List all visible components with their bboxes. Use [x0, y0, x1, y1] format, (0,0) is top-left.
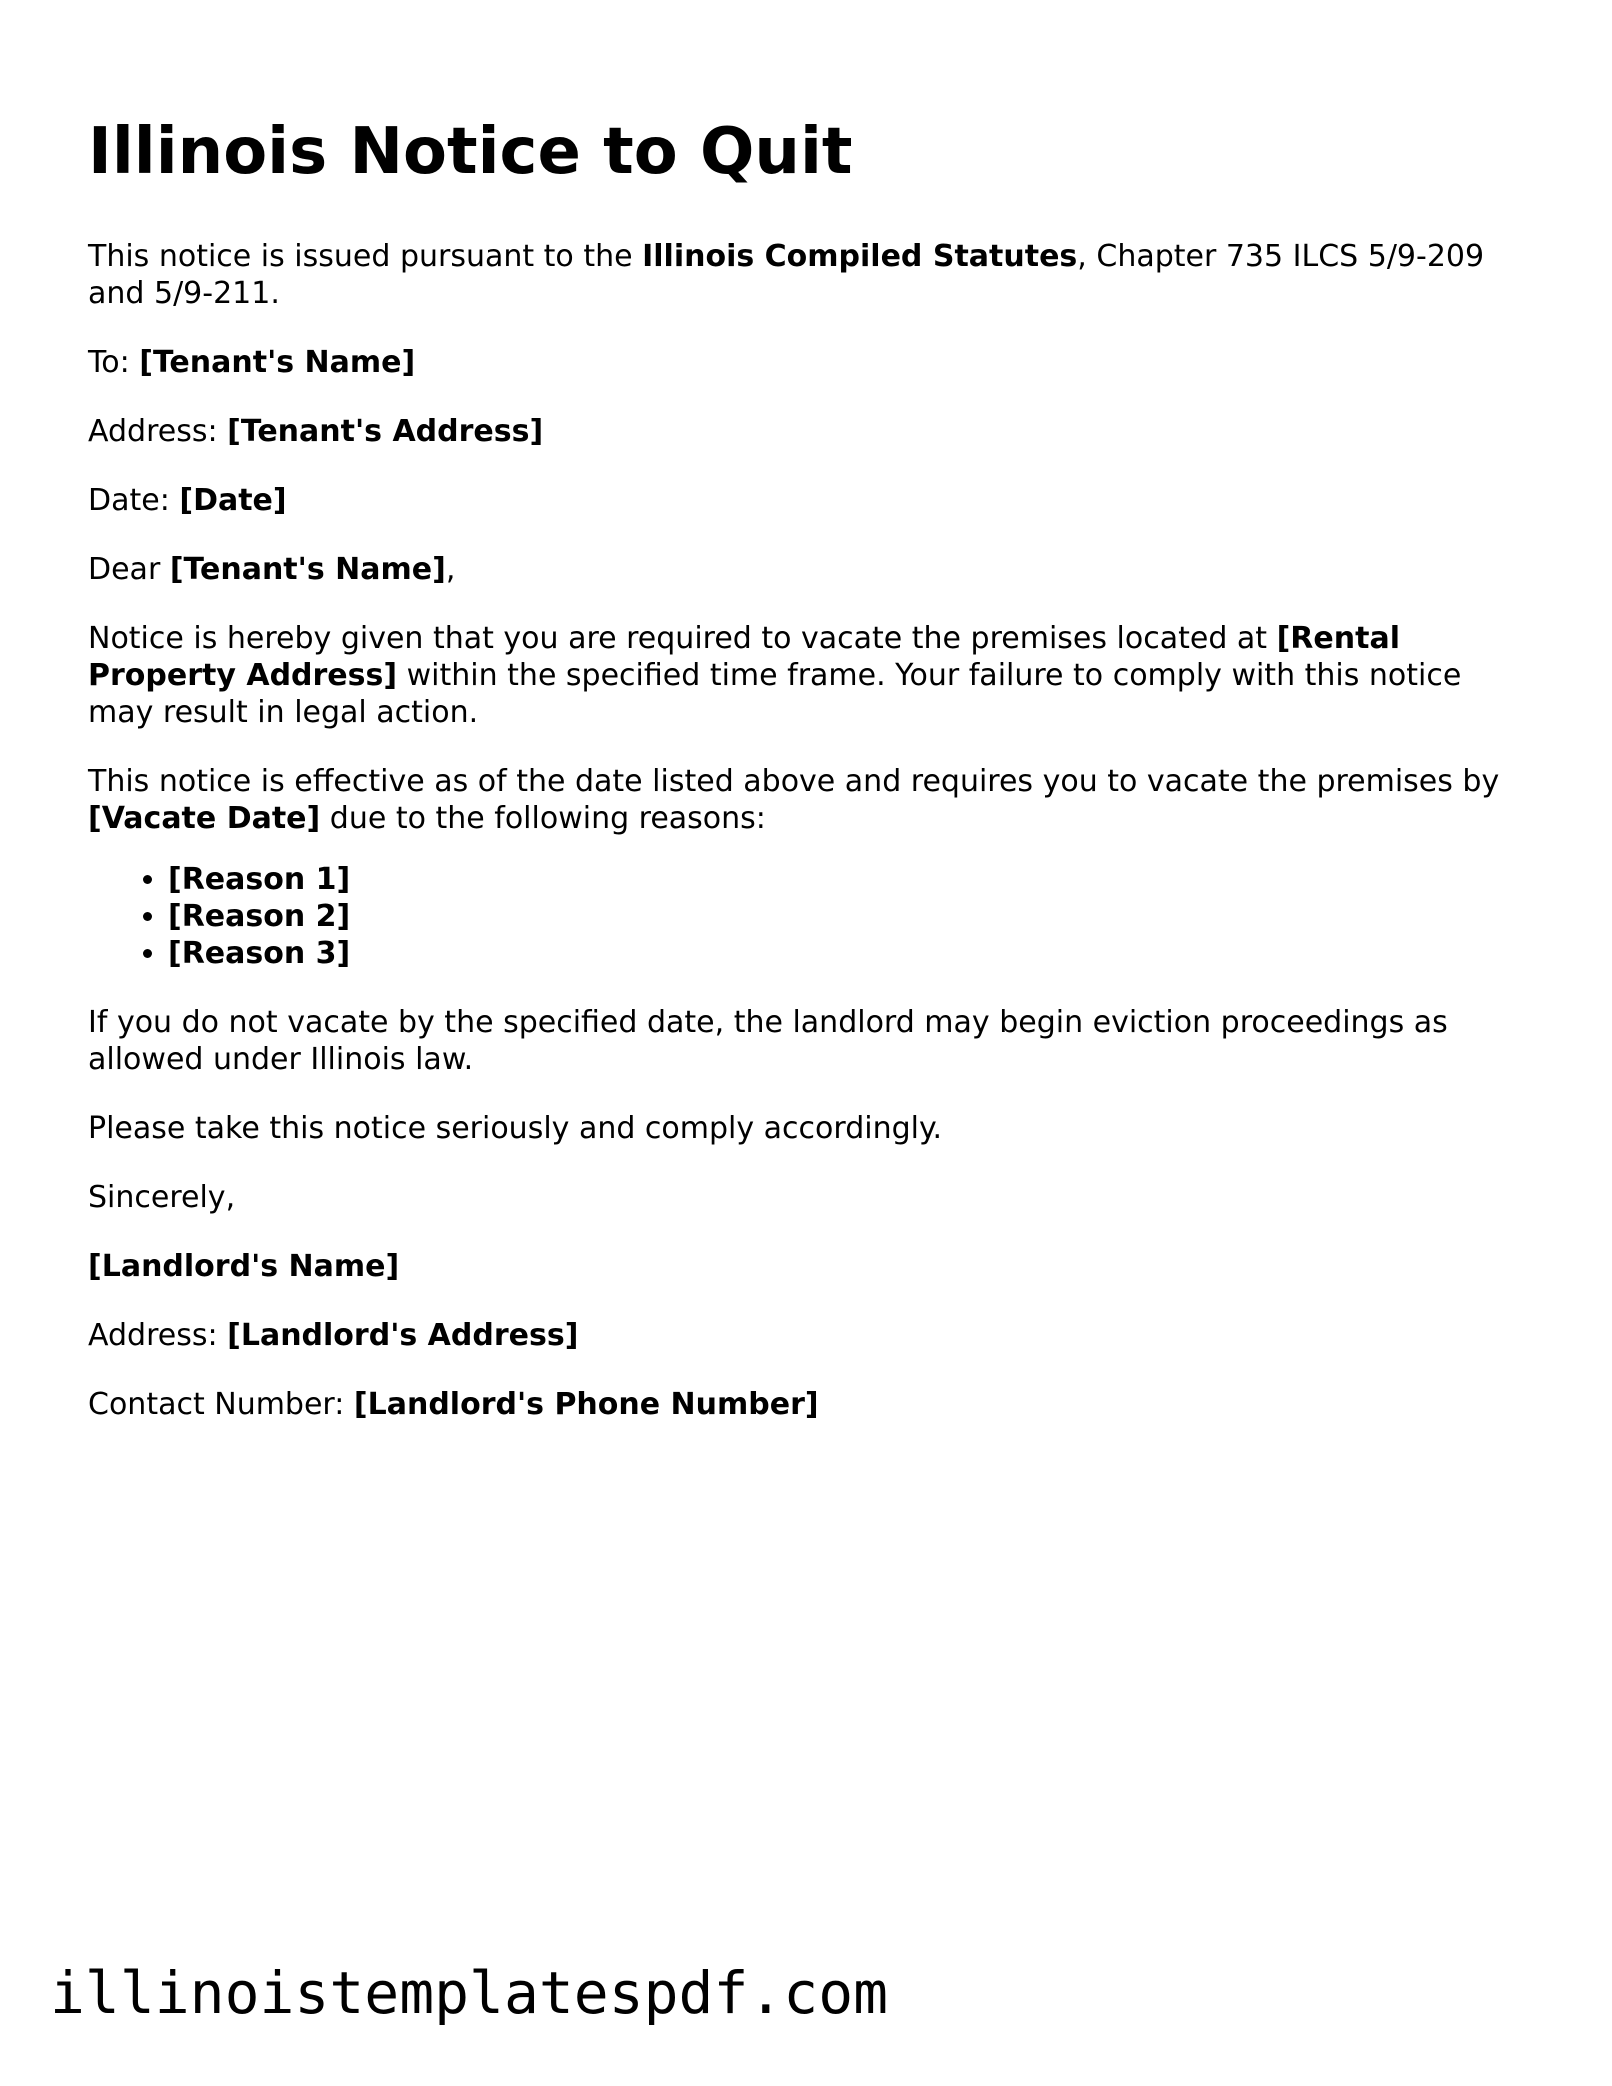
- document-page: [88, 110, 1528, 1455]
- statute-name: Illinois Compiled Statutes: [642, 239, 1078, 274]
- salutation-prefix: Dear: [88, 552, 170, 587]
- landlord-name-line: [88, 1248, 1528, 1285]
- document-title: Illinois Notice to Quit: [88, 115, 853, 189]
- intro-prefix: This notice is issued pursuant to the: [88, 239, 643, 274]
- notice-suffix: within the specified time frame. Your failure to comply with this notice may result in legal action.: [88, 658, 1462, 730]
- notice-date: [Date]: [179, 483, 287, 518]
- contact-label: Contact Number:: [88, 1387, 354, 1422]
- notice-prefix: Notice is hereby given that you are required to vacate the premises located at: [88, 621, 1277, 656]
- date-label: Date:: [88, 483, 180, 518]
- contact-line: [88, 1386, 1528, 1423]
- landlord-address-label: Address:: [88, 1318, 228, 1353]
- vacate-date: [Vacate Date]: [88, 801, 321, 836]
- tenant-name: [Tenant's Name]: [139, 345, 416, 380]
- tenant-address-label: Address:: [88, 414, 228, 449]
- notice-paragraph: [88, 620, 1528, 731]
- landlord-address: [Landlord's Address]: [227, 1318, 579, 1353]
- watermark: illinoistemplatespdf.com: [50, 1959, 889, 2027]
- landlord-phone: [Landlord's Phone Number]: [353, 1387, 819, 1422]
- intro-suffix: , Chapter 735 ILCS 5/9-209 and 5/9-211.: [88, 239, 1485, 311]
- salutation-suffix: ,: [445, 552, 456, 587]
- to-line: [88, 344, 1528, 381]
- tenant-address-line: [88, 413, 1528, 450]
- effective-prefix: This notice is effective as of the date listed above and requires you to vacate the premises by: [88, 764, 1500, 799]
- eviction-paragraph: If you do not vacate by the specified date, the landlord may begin eviction proceedings as allowed under Illinois law.: [88, 1005, 1448, 1077]
- reasons-list: [88, 861, 1528, 972]
- landlord-address-line: [88, 1317, 1528, 1354]
- effective-suffix: due to the following reasons:: [320, 801, 766, 836]
- salutation: [88, 551, 1528, 588]
- reason-item: • [Reason 1]: [168, 861, 1528, 898]
- comply-paragraph: Please take this notice seriously and comply accordingly.: [88, 1111, 942, 1146]
- closing: Sincerely,: [88, 1180, 236, 1215]
- landlord-name: [Landlord's Name]: [88, 1249, 400, 1284]
- to-label: To:: [88, 345, 140, 380]
- rental-property-address: [Rental Property Address]: [88, 621, 1400, 693]
- tenant-address: [Tenant's Address]: [227, 414, 544, 449]
- intro-paragraph: [88, 238, 1528, 312]
- reason-item: • [Reason 3]: [168, 935, 1528, 972]
- reason-item: • [Reason 2]: [168, 898, 1528, 935]
- effective-paragraph: [88, 763, 1528, 837]
- date-line: [88, 482, 1528, 519]
- salutation-name: [Tenant's Name]: [169, 552, 446, 587]
